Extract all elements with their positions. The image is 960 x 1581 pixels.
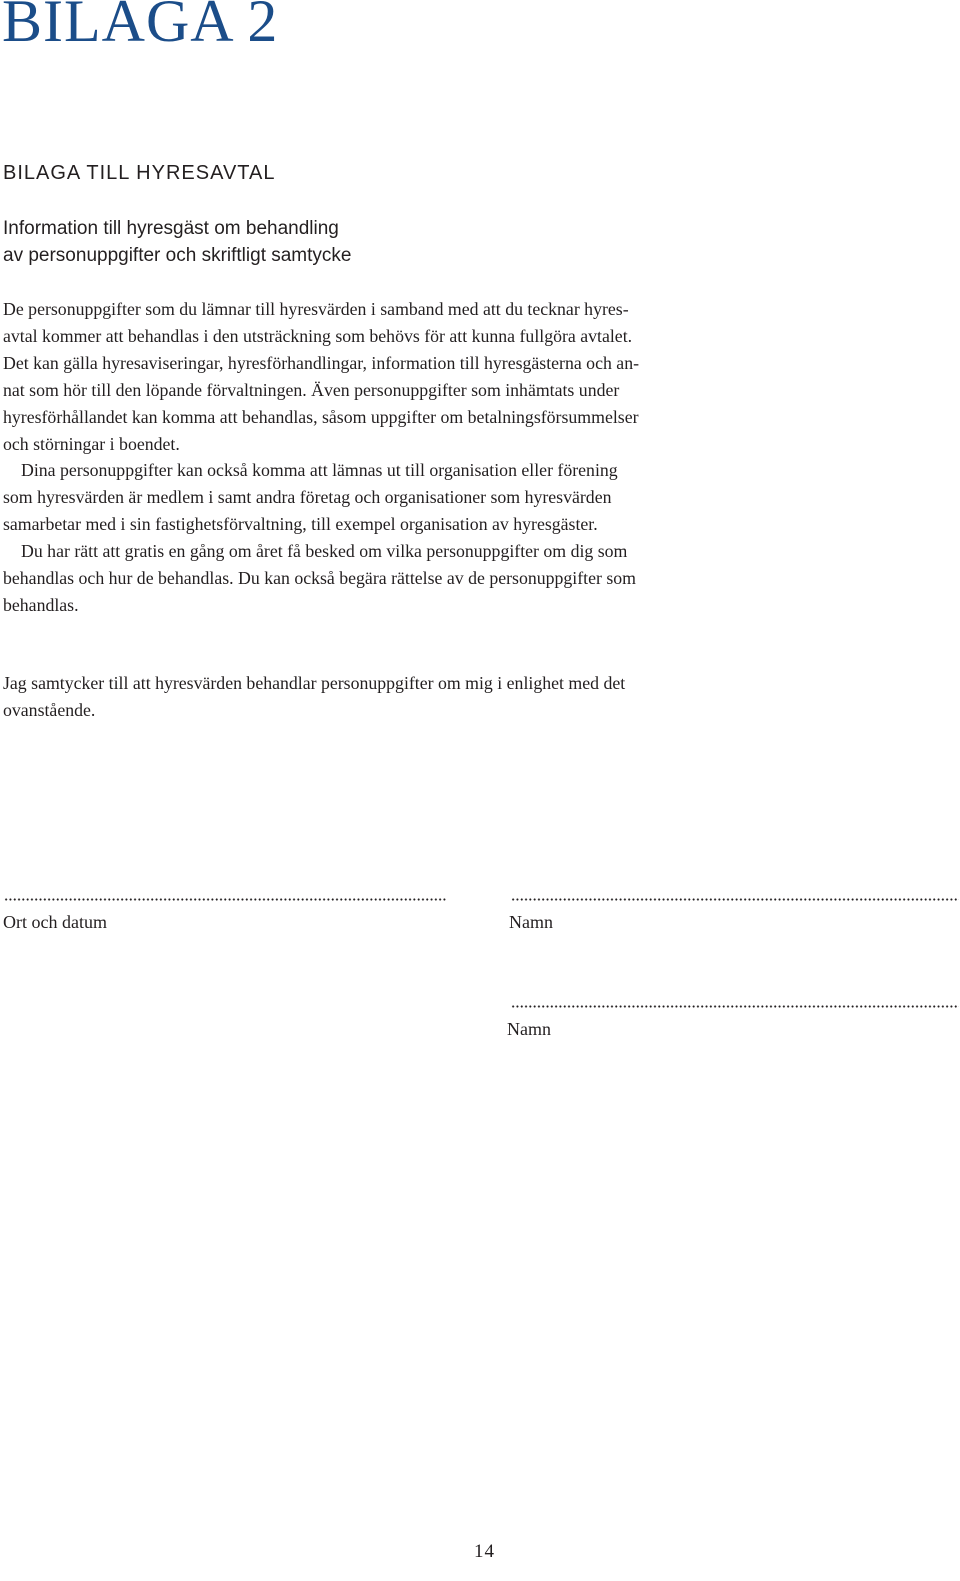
name-label-1: Namn (509, 912, 553, 932)
section-heading: BILAGA TILL HYRESAVTAL (3, 162, 276, 184)
info-line: och störningar i boendet. (3, 433, 180, 454)
subheading-line: av personuppgifter och skriftligt samtycke (3, 245, 352, 266)
page-title: BILAGA 2 (2, 0, 279, 54)
info-line: avtal kommer att behandlas i den utsträckning som behövs för att kunna fullgöra avtalet. (3, 325, 633, 346)
information-text (3, 296, 743, 619)
info-line: hyresförhållandet kan komma att behandlas, såsom uppgifter om betalningsförsummelser (3, 406, 639, 427)
info-line: nat som hör till den löpande förvaltningen. Även personuppgifter som inhämtats under (3, 379, 620, 400)
page-number: 14 (474, 1541, 495, 1562)
info-line: De personuppgifter som du lämnar till hyresvärden i samband med att du tecknar hyres- (3, 299, 629, 319)
subheading (3, 215, 723, 269)
consent-line: ovanstående. (3, 699, 96, 720)
info-line: som hyresvärden är medlem i samt andra företag och organisationer som hyresvärden (3, 487, 612, 508)
info-line: behandlas. (3, 594, 79, 615)
info-line: Det kan gälla hyresaviseringar, hyresförhandlingar, information till hyresgästerna och an- (3, 352, 640, 373)
info-line: Du har rätt att gratis en gång om året få besked om vilka personuppgifter om dig som (21, 541, 628, 562)
place-date-label: Ort och datum (3, 912, 107, 932)
place-date-signature-line[interactable] (4, 898, 446, 901)
consent-text (3, 670, 743, 724)
name-signature-line-1[interactable] (511, 898, 959, 901)
subheading-line: Information till hyresgäst om behandling (3, 218, 339, 239)
consent-line: Jag samtycker till att hyresvärden behandlar personuppgifter om mig i enlighet med det (3, 673, 626, 693)
info-line: behandlas och hur de behandlas. Du kan också begära rättelse av de personuppgifter som (3, 568, 636, 589)
info-line: Dina personuppgifter kan också komma att lämnas ut till organisation eller förening (21, 460, 618, 481)
info-line: samarbetar med i sin fastighetsförvaltning, till exempel organisation av hyresgäster. (3, 514, 598, 535)
name-label-2: Namn (507, 1019, 551, 1039)
name-signature-line-2[interactable] (511, 1005, 959, 1008)
